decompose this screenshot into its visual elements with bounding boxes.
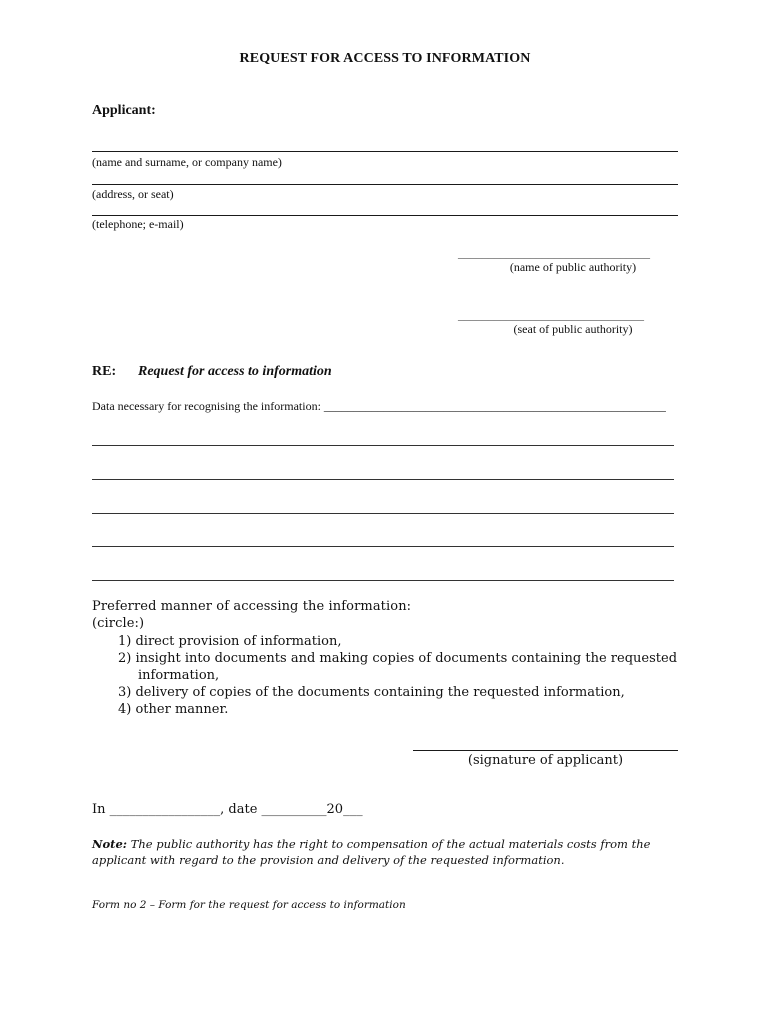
document-title: REQUEST FOR ACCESS TO INFORMATION <box>239 51 531 66</box>
authority-name-caption: (name of public authority) <box>509 260 637 274</box>
manner-heading: Preferred manner of accessing the information: <box>92 599 412 614</box>
authority-seat-blank[interactable]: _______________________________ <box>458 308 644 322</box>
applicant-address-line[interactable] <box>92 184 678 185</box>
re-label: RE: <box>92 364 117 379</box>
authority-seat-caption: (seat of public authority) <box>513 322 633 336</box>
blank-line-5[interactable] <box>92 580 674 581</box>
note-text: The public authority has the right to compensation of the actual materials costs from the applicant with regard to the provision and delivery of the requested information. <box>92 837 651 867</box>
manner-option-3[interactable]: 3) delivery of copies of the documents containing the requested information, <box>118 685 625 700</box>
applicant-name-line[interactable] <box>92 151 678 152</box>
blank-line-1[interactable] <box>92 445 674 446</box>
blank-line-2[interactable] <box>92 479 674 480</box>
manner-option-1[interactable]: 1) direct provision of information, <box>118 634 342 649</box>
applicant-name-caption: (name and surname, or company name) <box>92 155 282 169</box>
signature-caption: (signature of applicant) <box>467 753 624 768</box>
manner-option-2[interactable]: 2) insight into documents and making copies of documents containing the requested <box>118 651 678 666</box>
applicant-contact-caption: (telephone; e-mail) <box>92 217 184 231</box>
place-date-line[interactable]: In _________________, date __________20___ <box>92 802 363 817</box>
manner-options-list <box>118 633 678 718</box>
signature-line[interactable] <box>413 750 678 751</box>
authority-name-blank[interactable]: ________________________________ <box>458 246 650 260</box>
blank-line-3[interactable] <box>92 513 674 514</box>
data-necessary-label: Data necessary for recognising the information: <box>92 399 324 413</box>
manner-instruction: (circle:) <box>92 616 145 631</box>
data-necessary-blank[interactable]: _________________________________________________________ <box>323 399 666 413</box>
form-footer: Form no 2 – Form for the request for access to information <box>92 899 406 911</box>
note-label: Note: <box>92 837 128 851</box>
note-paragraph <box>92 836 672 868</box>
manner-option-4[interactable]: 4) other manner. <box>118 702 229 717</box>
re-subject: Request for access to information <box>138 364 332 379</box>
applicant-heading: Applicant: <box>92 103 156 118</box>
manner-option-2-continued[interactable]: information, <box>138 668 220 683</box>
blank-line-4[interactable] <box>92 546 674 547</box>
applicant-address-caption: (address, or seat) <box>92 187 174 201</box>
applicant-contact-line[interactable] <box>92 215 678 216</box>
data-necessary-row <box>92 399 666 414</box>
